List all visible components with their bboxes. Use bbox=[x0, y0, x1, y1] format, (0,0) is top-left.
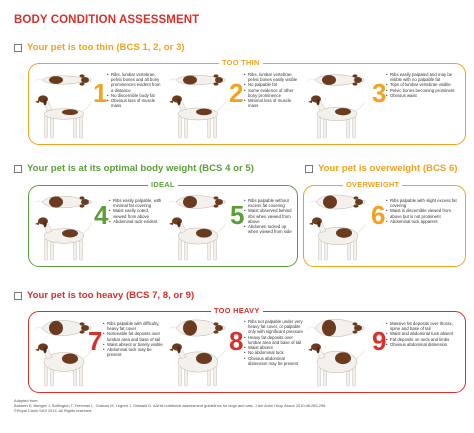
dog-top-view-6 bbox=[309, 195, 365, 209]
footer-line: Adapted from: bbox=[14, 398, 39, 403]
bcs-number-4: 4 bbox=[94, 200, 109, 230]
dog-illustration-8 bbox=[168, 316, 228, 392]
ideal-heading: Your pet is at its optimal body weight (BCS 4 or 5) bbox=[27, 163, 254, 174]
dog-pair-7 bbox=[34, 316, 94, 392]
bcs-description-4: • Ribs easily palpable, with minimal fat covering • Waist easily noted, viewed from above • Abdominal tuck evident bbox=[109, 198, 163, 224]
dog-side-view-6 bbox=[309, 217, 365, 260]
ideal-checkbox[interactable] bbox=[14, 165, 22, 173]
dog-top-view-2 bbox=[169, 74, 225, 85]
too-heavy-checkbox[interactable] bbox=[14, 292, 22, 300]
bcs-description-8: • Ribs not palpable under very heavy fat cover, or palpable only with significant pressure • Heavy fat deposits over lumbar area and base of tail • Waist absent • No abdominal tuck • Obvious abdominal distension may be present bbox=[244, 319, 304, 366]
dog-pair-1 bbox=[34, 68, 94, 144]
dog-top-view-1 bbox=[35, 74, 91, 85]
ideal-band-label: IDEAL bbox=[148, 180, 178, 189]
dog-illustration-7 bbox=[34, 316, 94, 392]
dog-pair-2 bbox=[168, 68, 228, 144]
bcs-number-2: 2 bbox=[229, 78, 244, 108]
overweight-band-label: OVERWEIGHT bbox=[343, 180, 402, 189]
section-too-thin-header bbox=[14, 42, 185, 53]
dog-side-view-3 bbox=[308, 95, 364, 138]
footer-citation bbox=[14, 398, 326, 413]
dog-illustration-5 bbox=[168, 190, 228, 266]
bcs-number-7: 7 bbox=[88, 326, 103, 356]
section-ideal-header bbox=[14, 163, 254, 174]
bcs-number-1: 1 bbox=[93, 78, 108, 108]
dog-pair-9 bbox=[307, 316, 367, 392]
bcs-number-8: 8 bbox=[229, 326, 244, 356]
page-title: BODY CONDITION ASSESSMENT bbox=[14, 14, 200, 26]
dog-illustration-4 bbox=[34, 190, 94, 266]
too-heavy-band-label: TOO HEAVY bbox=[211, 306, 263, 315]
too-thin-checkbox[interactable] bbox=[14, 44, 22, 52]
dog-pair-6 bbox=[308, 190, 368, 266]
dog-illustration-6 bbox=[308, 190, 368, 266]
dog-illustration-9 bbox=[307, 316, 367, 392]
dog-illustration-1 bbox=[34, 68, 94, 144]
dog-top-view-3 bbox=[308, 74, 364, 85]
bcs-number-3: 3 bbox=[372, 78, 387, 108]
section-too-heavy-header bbox=[14, 290, 194, 301]
dog-illustration-2 bbox=[168, 68, 228, 144]
dog-illustration-3 bbox=[307, 68, 367, 144]
dog-top-view-7 bbox=[35, 320, 91, 335]
section-overweight-header bbox=[305, 163, 457, 174]
bcs-description-5: • Ribs palpable without excess fat covering • Waist observed behind ribs when viewed from above • Abdomen tucked up when viewed from side bbox=[244, 198, 294, 235]
bcs-description-3: • Ribs easily palpated and may be visible with no palpable fat • Tops of lumbar vertebrae visible • Pelvic bones becoming prominent • Obvious waist bbox=[386, 72, 462, 98]
dog-pair-3 bbox=[307, 68, 367, 144]
bcs-description-2: • Ribs, lumbar vertebrae, pelvic bones easily visible • No palpable fat • Some evidence of other bony prominence • Minimal loss of muscle mass bbox=[244, 72, 300, 109]
bcs-description-9: • Massive fat deposits over thorax, spine and base of tail • Waist and abdominal tuck absent • Fat deposits on neck and limbs • Obvious abdominal distension bbox=[386, 321, 460, 347]
bcs-description-7: • Ribs palpable with difficulty, heavy fat cover • Noticeable fat deposits over lumbar area and base of tail • Waist absent or barely visible • Abdominal tuck may be present bbox=[103, 321, 163, 358]
footer-line: Baldwin K, Bartges J, Buffington T, Freeman L, Grabow M, Legred J, Ostwald D. AAHA nutritional assessment guidelines for dogs and cats. J Am Anim Hosp Assoc 2010;46:285-296. bbox=[14, 403, 327, 409]
too-heavy-heading: Your pet is too heavy (BCS 7, 8, or 9) bbox=[27, 290, 195, 301]
dog-side-view-4 bbox=[35, 217, 91, 260]
overweight-checkbox[interactable] bbox=[305, 165, 313, 173]
dog-side-view-7 bbox=[35, 343, 91, 386]
dog-side-view-8 bbox=[169, 343, 225, 386]
footer-copyright: ©Royal Canin SAS 2014. All Rights reserved. bbox=[14, 408, 93, 414]
dog-side-view-9 bbox=[308, 343, 364, 386]
dog-side-view-1 bbox=[35, 95, 91, 138]
bcs-description-1: • Ribs, lumbar vertebrae, pelvic bones and all bony prominences evident from a distance • No discernible body fat • Obvious loss of muscle mass bbox=[107, 72, 161, 109]
dog-pair-5 bbox=[168, 190, 228, 266]
dog-side-view-2 bbox=[169, 95, 225, 138]
too-thin-heading: Your pet is too thin (BCS 1, 2, or 3) bbox=[27, 42, 185, 53]
bcs-number-5: 5 bbox=[230, 200, 245, 230]
overweight-heading: Your pet is overweight (BCS 6) bbox=[318, 163, 458, 174]
bcs-number-9: 9 bbox=[372, 326, 387, 356]
too-thin-band-label: TOO THIN bbox=[219, 58, 263, 67]
bcs-number-6: 6 bbox=[371, 200, 386, 230]
bcs-description-6: • Ribs palpable with slight excess fat covering • Waist is discernible viewed from above but is not prominent • Abdominal tuck apparent bbox=[386, 198, 462, 224]
dog-top-view-5 bbox=[169, 196, 225, 209]
dog-pair-8 bbox=[168, 316, 228, 392]
dog-pair-4 bbox=[34, 190, 94, 266]
dog-side-view-5 bbox=[169, 217, 225, 260]
dog-top-view-9 bbox=[308, 319, 364, 336]
dog-top-view-8 bbox=[169, 320, 225, 336]
dog-top-view-4 bbox=[35, 196, 91, 208]
